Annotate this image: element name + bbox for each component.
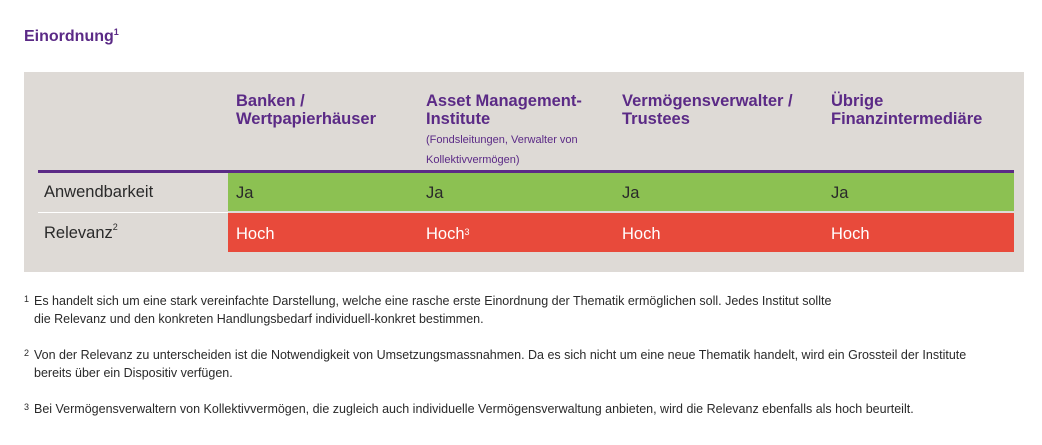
relevance-band [228,213,1014,252]
column-heading: Übrige Finanzintermediäre [831,92,983,128]
footnote-text: Es handelt sich um eine stark vereinfachte Darstellung, welche eine rasche erste Einordnung der Thematik ermöglichen soll. Jedes Institut sollte die Relevanz und den konkreten Handlungsbedarf individuell-konkret bestimmen. [34,294,832,326]
row-label-relevance [38,224,228,243]
cell-value: Hoch [622,225,661,243]
footnote-number: 2 [24,348,30,358]
row-divider [38,212,228,213]
cell-relevance-asset-management [426,224,470,244]
row-label-text: Anwendbarkeit [44,183,154,201]
cell-applicability-other [831,183,848,203]
footnote-1 [24,292,1004,328]
footnote-3 [24,400,1004,418]
column-subheading: (Fondsleitungen, Verwalter von Kollektivvermögen) [426,134,578,166]
footnote-text: Von der Relevanz zu unterscheiden ist die Notwendigkeit von Umsetzungsmassnahmen. Da es sich nicht um eine neue Thematik handelt, wird ein Grossteil der Institute bereits über ein Dispositiv verfügen. [34,348,967,380]
column-heading: Vermögensverwalter / Trustees [622,92,793,128]
footnote-mark: 2 [112,222,118,232]
row-label-text: Relevanz [44,224,113,242]
column-header-asset-managers [622,92,822,128]
page-title [24,28,119,46]
footnote-number: 1 [24,294,30,304]
applicability-band [228,173,1014,211]
footnote-text: Bei Vermögensverwaltern von Kollektivvermögen, die zugleich auch individuelle Vermögensverwaltung anbieten, wird die Relevanz ebenfalls als hoch beurteilt. [34,402,914,416]
cell-value: Ja [622,184,640,202]
footnote-mark: 3 [464,227,470,237]
footnote-number: 3 [24,402,30,412]
cell-value: Hoch [831,225,870,243]
column-header-banks [236,92,416,128]
cell-relevance-asset-managers [622,224,661,244]
cell-applicability-asset-managers [622,183,639,203]
cell-value: Hoch [426,225,465,243]
row-label-applicability [38,183,228,202]
column-header-other-intermediaries [831,92,1021,128]
cell-applicability-banks [236,183,253,203]
footnote-2 [24,346,1004,382]
cell-value: Ja [831,184,849,202]
title-footnote-mark: 1 [113,27,119,37]
column-heading: Banken / Wertpapierhäuser [236,92,376,128]
column-heading: Asset Management-Institute [426,92,582,128]
cell-relevance-other [831,224,870,244]
classification-table [24,72,1024,272]
cell-value: Ja [236,184,254,202]
column-header-asset-management [426,92,616,170]
cell-value: Ja [426,184,444,202]
cell-applicability-asset-management [426,183,443,203]
title-text: Einordnung [24,28,114,45]
cell-relevance-banks [236,224,275,244]
cell-value: Hoch [236,225,275,243]
